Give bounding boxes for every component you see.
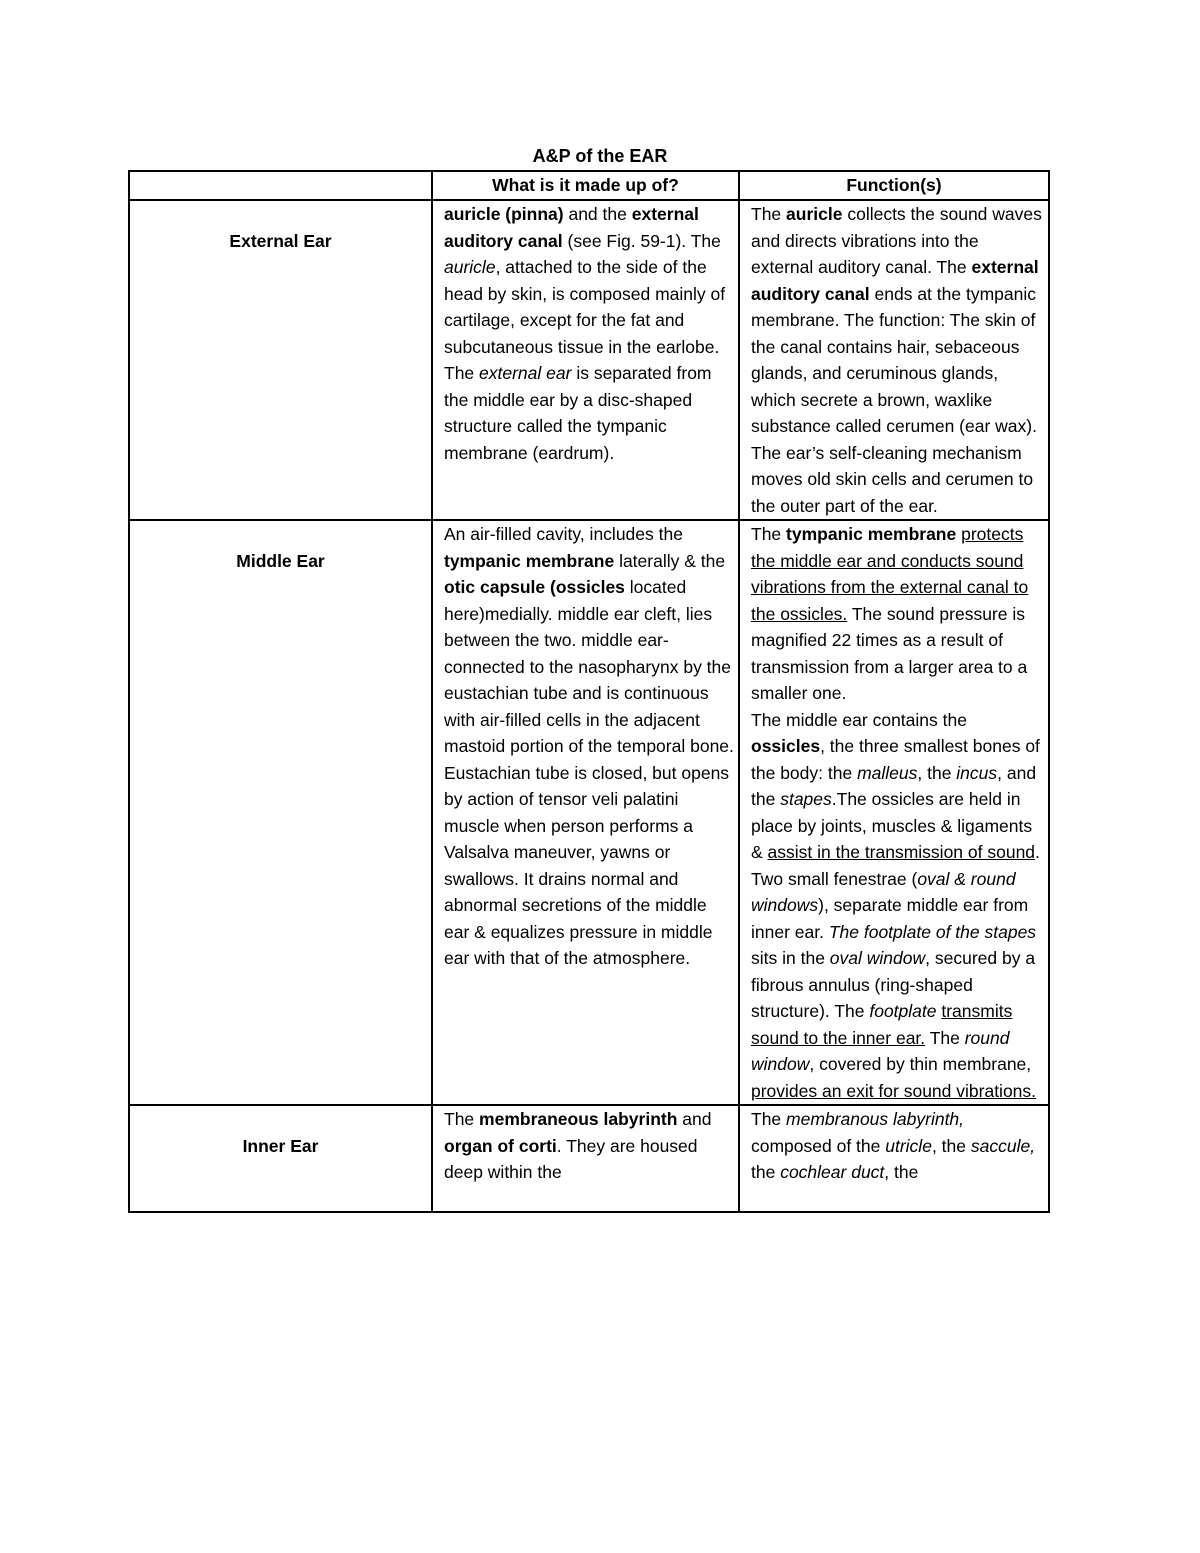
middle-ear-function-cell bbox=[739, 520, 1049, 1105]
cell-text-run: external ear bbox=[479, 363, 572, 383]
cell-text-run: The bbox=[925, 1027, 965, 1048]
cell-text-run: The bbox=[751, 204, 787, 224]
table-row-inner-ear bbox=[129, 1105, 1049, 1212]
row-label-middle-ear: Middle Ear bbox=[129, 520, 432, 1105]
header-functions: Function(s) bbox=[739, 171, 1049, 200]
cell-text-run: footplate bbox=[869, 1001, 937, 1021]
cell-text-run: otic capsule (ossicles bbox=[444, 577, 625, 597]
cell-text-run: , secured by a fibrous annulus (ring-shaped structure). The bbox=[751, 948, 1036, 1021]
inner-ear-function-cell bbox=[739, 1105, 1049, 1212]
cell-text-run: auricle (pinna) bbox=[444, 204, 564, 224]
cell-text-run: assist in the transmission of sound bbox=[767, 842, 1036, 862]
cell-text-run: (see Fig. 59-1). The bbox=[562, 230, 721, 251]
cell-text-run: , the bbox=[884, 1162, 919, 1182]
cell-text-run: The sound pressure is magnified 22 times as a result of transmission from a larger area to a smaller one. bbox=[751, 603, 1028, 703]
cell-text-run: . Two small fenestrae ( bbox=[751, 842, 1040, 889]
cell-text-run: The middle ear contains the bbox=[751, 709, 967, 730]
cell-text-run: utricle bbox=[885, 1135, 932, 1156]
cell-text-run: ), separate middle ear from inner ear. bbox=[751, 895, 1029, 942]
cell-text-run: , the bbox=[917, 762, 957, 783]
cell-text-run: , attached to the side of the head by skin, is composed mainly of cartilage, except for the fat and subcutaneous tissue in the earlobe. bbox=[444, 257, 726, 357]
cell-text-run: The bbox=[751, 524, 787, 544]
cell-text-run: located here)medially. middle ear cleft, lies between the two. middle ear- connected to the nasopharynx by the eustachian tube and is continuous with air-filled cells in the adjacent mastoid portion of the temporal bone. Eustachian tube is closed, but opens by action of tensor veli palatini muscle when person performs a Valsalva maneuver, yawns or swallows. It drains normal and abnormal secretions of the middle ear & equalizes pressure in middle ear with that of the atmosphere. bbox=[444, 577, 734, 968]
cell-text-run: saccule, bbox=[970, 1135, 1036, 1156]
cell-text-run: composed of the bbox=[751, 1135, 886, 1156]
cell-text-run: oval window bbox=[829, 948, 926, 968]
header-empty bbox=[129, 171, 432, 200]
cell-text-run: cochlear duct bbox=[780, 1162, 885, 1182]
cell-text-run: external auditory canal bbox=[751, 257, 1039, 304]
external-ear-made-up-cell bbox=[432, 200, 739, 520]
cell-text-run: tympanic membrane bbox=[444, 550, 615, 571]
external-ear-function-cell bbox=[739, 200, 1049, 520]
cell-text-run: collects the sound waves and directs vibrations into the external auditory canal. The bbox=[751, 204, 1042, 277]
page-title: A&P of the EAR bbox=[532, 146, 668, 166]
table-row-external-ear bbox=[129, 200, 1049, 520]
cell-text-run: , the bbox=[931, 1135, 971, 1156]
cell-text-run: auricle bbox=[444, 257, 496, 277]
row-label-external-ear: External Ear bbox=[129, 200, 432, 520]
middle-ear-made-up-cell bbox=[432, 520, 739, 1105]
cell-text-run: ends at the tympanic membrane. The function: The skin of the canal contains hair, sebaceous glands, and ceruminous glands, which secrete a brown, waxlike substance called cerumen (ear wax). The ear’s self-cleaning mechanism moves old skin cells and cerumen to the outer part of the ear. bbox=[751, 283, 1037, 516]
cell-text-run: and the bbox=[563, 204, 632, 224]
cell-text-run: . They are housed deep within the bbox=[444, 1135, 698, 1182]
cell-text-run: membranous labyrinth, bbox=[786, 1109, 965, 1129]
inner-ear-made-up-cell bbox=[432, 1105, 739, 1212]
cell-text-run: laterally & the bbox=[614, 550, 726, 571]
cell-text-run: external auditory canal bbox=[444, 204, 699, 251]
cell-text-run: , and the bbox=[751, 762, 1037, 809]
cell-text-run: An air-filled cavity, includes the bbox=[444, 524, 683, 544]
cell-text-run: , covered by thin membrane, bbox=[809, 1054, 1032, 1074]
cell-text-run: sits in the bbox=[751, 948, 830, 968]
cell-text-run: ossicles bbox=[751, 736, 821, 756]
cell-text-run: auricle bbox=[786, 204, 843, 224]
cell-text-run: and bbox=[677, 1109, 712, 1129]
cell-text-run: organ of corti bbox=[444, 1135, 557, 1156]
cell-text-run: transmits sound to the inner ear. bbox=[751, 1001, 1013, 1048]
cell-text-run: malleus bbox=[857, 762, 918, 783]
cell-text-run: is separated from the middle ear by a disc-shaped structure called the tympanic membrane (eardrum). bbox=[444, 363, 712, 463]
cell-text-run: oval & round windows bbox=[751, 868, 1016, 915]
cell-text-run: protects the middle ear and conducts sound vibrations from the external canal to the ossicles. bbox=[751, 524, 1029, 624]
header-made-up-of: What is it made up of? bbox=[432, 171, 739, 200]
cell-text-run: The bbox=[444, 1109, 480, 1129]
cell-text-run: The bbox=[444, 363, 480, 383]
table-header-row bbox=[129, 171, 1049, 200]
cell-text-run: membraneous labyrinth bbox=[479, 1109, 678, 1129]
cell-text-run: The footplate of the stapes bbox=[828, 921, 1037, 942]
cell-text-run: the bbox=[751, 1162, 781, 1182]
table-row-middle-ear bbox=[129, 520, 1049, 1105]
cell-text-run: tympanic membrane bbox=[786, 524, 957, 544]
cell-text-run: round window bbox=[751, 1027, 1010, 1074]
cell-text-run: stapes bbox=[780, 789, 832, 809]
cell-text-run: incus bbox=[956, 762, 998, 783]
cell-text-run: The bbox=[751, 1109, 787, 1129]
cell-text-run: .The ossicles are held in place by joints, muscles & ligaments & bbox=[751, 789, 1033, 862]
row-label-inner-ear: Inner Ear bbox=[129, 1105, 432, 1212]
cell-text-run: , the three smallest bones of the body: the bbox=[751, 736, 1040, 783]
cell-text-run: provides an exit for sound vibrations. bbox=[751, 1080, 1037, 1101]
ear-table bbox=[128, 170, 1050, 1213]
